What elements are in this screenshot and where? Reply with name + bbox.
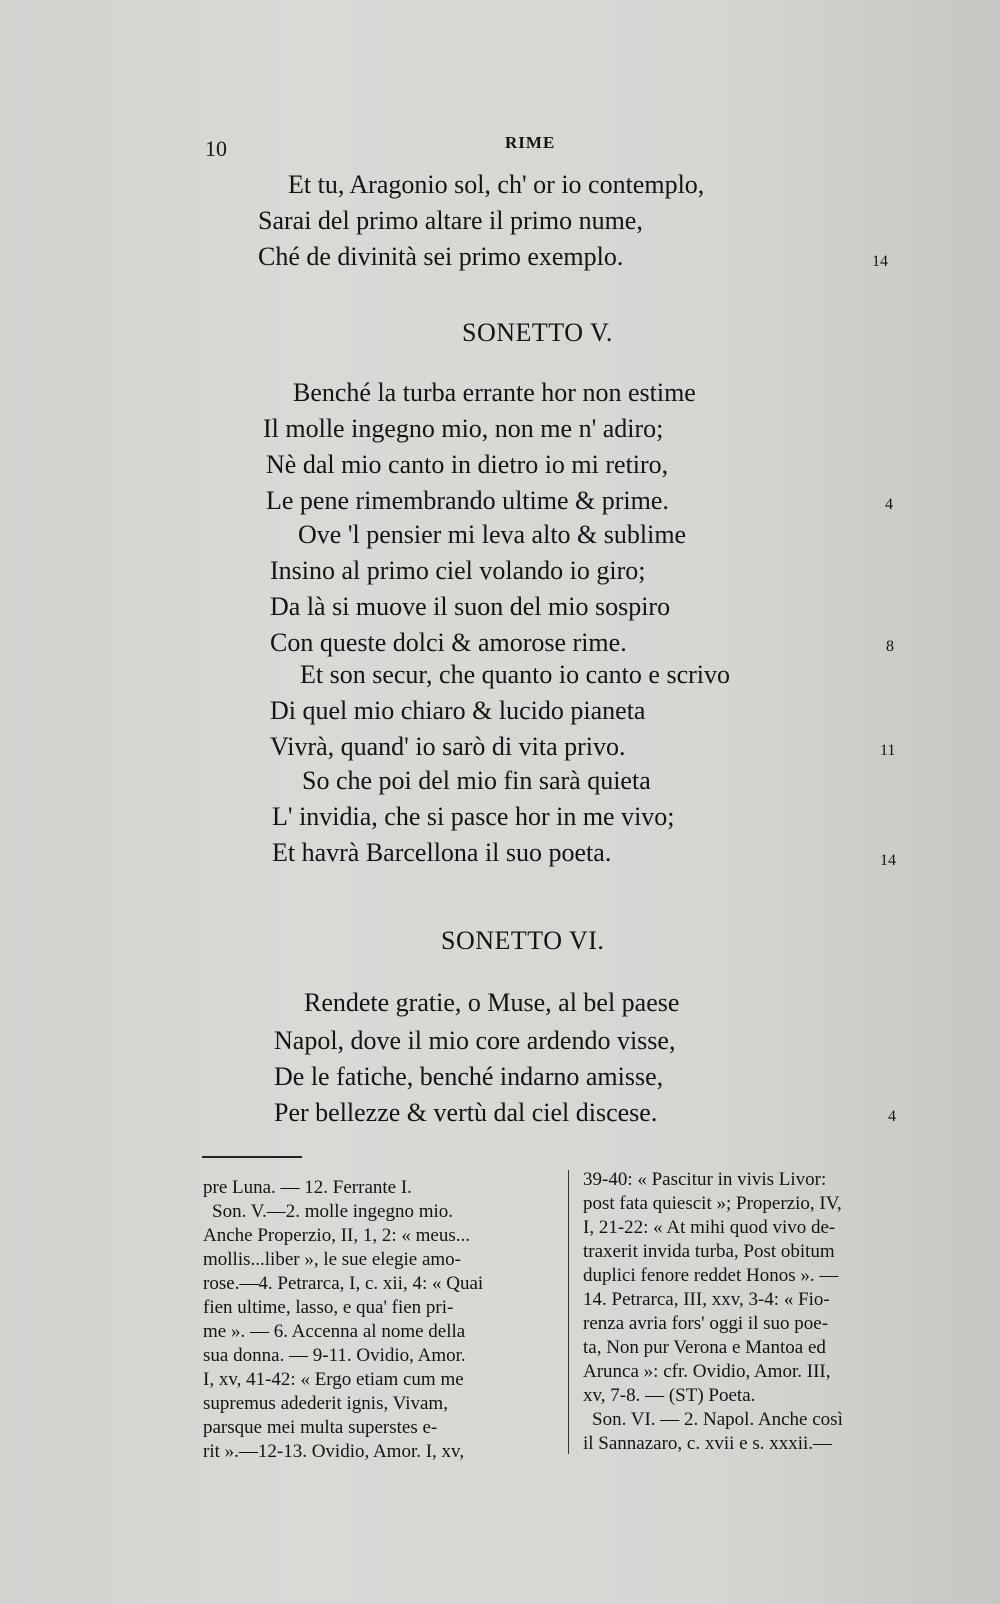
- footnote-line: sua donna. — 9-11. Ovidio, Amor.: [203, 1345, 466, 1366]
- verse-line: Insino al primo ciel volando io giro;: [270, 556, 646, 585]
- verse-line: Et son secur, che quanto io canto e scrivo: [300, 660, 730, 689]
- footnote-line: traxerit invida turba, Post obitum: [583, 1241, 835, 1262]
- verse-line: Benché la turba errante hor non estime: [293, 378, 696, 407]
- footnote-line: renza avria fors' oggi il suo poe-: [583, 1313, 829, 1334]
- line-number: 4: [885, 496, 893, 513]
- verse-line: Le pene rimembrando ultime & prime.: [266, 486, 669, 515]
- running-title: RIME: [505, 133, 556, 152]
- footnote-line: fien ultime, lasso, e qua' fien pri-: [203, 1297, 454, 1318]
- column-separator: [568, 1170, 569, 1454]
- footnote-line: 14. Petrarca, III, xxv, 3-4: « Fio-: [583, 1289, 830, 1310]
- verse-line: Nè dal mio canto in dietro io mi retiro,: [266, 450, 669, 479]
- verse-line: Di quel mio chiaro & lucido pianeta: [270, 696, 646, 725]
- verse-line: De le fatiche, benché indarno amisse,: [274, 1062, 664, 1091]
- sonnet-title: SONETTO V.: [462, 318, 613, 347]
- footnote-line: 39-40: « Pascitur in vivis Livor:: [583, 1169, 827, 1190]
- footnote-line: rose.—4. Petrarca, I, c. xii, 4: « Quai: [203, 1273, 484, 1294]
- footnote-line: xv, 7-8. — (ST) Poeta.: [583, 1385, 756, 1406]
- footnote-line: I, 21-22: « At mihi quod vivo de-: [583, 1217, 836, 1238]
- footnote-line: rit ».—12-13. Ovidio, Amor. I, xv,: [203, 1441, 465, 1462]
- line-number: 8: [886, 638, 894, 655]
- sonnet-title: SONETTO VI.: [441, 926, 605, 955]
- verse-line: Ché de divinità sei primo exemplo.: [258, 242, 624, 271]
- verse-line: L' invidia, che si pasce hor in me vivo;: [272, 802, 675, 831]
- footnote-line: I, xv, 41-42: « Ergo etiam cum me: [203, 1369, 464, 1390]
- verse-line: Sarai del primo altare il primo nume,: [258, 206, 643, 235]
- verse-line: Et havrà Barcellona il suo poeta.: [272, 838, 612, 867]
- line-number: 4: [888, 1108, 896, 1125]
- verse-line: Vivrà, quand' io sarò di vita privo.: [270, 732, 626, 761]
- footnote-line: Son. V.—2. molle ingegno mio.: [212, 1201, 454, 1222]
- line-number: 14: [872, 253, 888, 270]
- verse-line: Il molle ingegno mio, non me n' adiro;: [263, 414, 664, 443]
- footnote-line: ta, Non pur Verona e Mantoa ed: [583, 1337, 826, 1358]
- footnote-line: mollis...liber », le sue elegie amo-: [203, 1249, 462, 1270]
- verse-line: Rendete gratie, o Muse, al bel paese: [304, 988, 680, 1017]
- footnote-line: post fata quiescit »; Properzio, IV,: [583, 1193, 842, 1214]
- footnote-line: Arunca »: cfr. Ovidio, Amor. III,: [583, 1361, 831, 1382]
- footnote-line: pre Luna. — 12. Ferrante I.: [203, 1177, 412, 1198]
- footnote-line: Anche Properzio, II, 1, 2: « meus...: [203, 1225, 470, 1246]
- footnote-line: me ». — 6. Accenna al nome della: [203, 1321, 466, 1342]
- line-number: 11: [880, 742, 896, 759]
- verse-line: Napol, dove il mio core ardendo visse,: [274, 1026, 676, 1055]
- line-number: 14: [880, 852, 896, 869]
- verse-line: Con queste dolci & amorose rime.: [270, 628, 627, 657]
- footnote-line: Son. VI. — 2. Napol. Anche così: [592, 1409, 843, 1430]
- footnote-line: parsque mei multa superstes e-: [203, 1417, 438, 1438]
- footnote-line: supremus adederit ignis, Vivam,: [203, 1393, 448, 1414]
- page-number: 10: [205, 136, 227, 161]
- verse-line: Et tu, Aragonio sol, ch' or io contemplo,: [288, 170, 705, 199]
- footnote-line: il Sannazaro, c. xvii e s. xxxii.—: [583, 1433, 833, 1454]
- verse-line: Ove 'l pensier mi leva alto & sublime: [298, 520, 687, 549]
- footnote-line: duplici fenore reddet Honos ». —: [583, 1265, 839, 1286]
- verse-line: Per bellezze & vertù dal ciel discese.: [274, 1098, 658, 1127]
- verse-line: Da là si muove il suon del mio sospiro: [270, 592, 671, 621]
- verse-line: So che poi del mio fin sarà quieta: [302, 766, 651, 795]
- footnote-rule: [202, 1156, 302, 1158]
